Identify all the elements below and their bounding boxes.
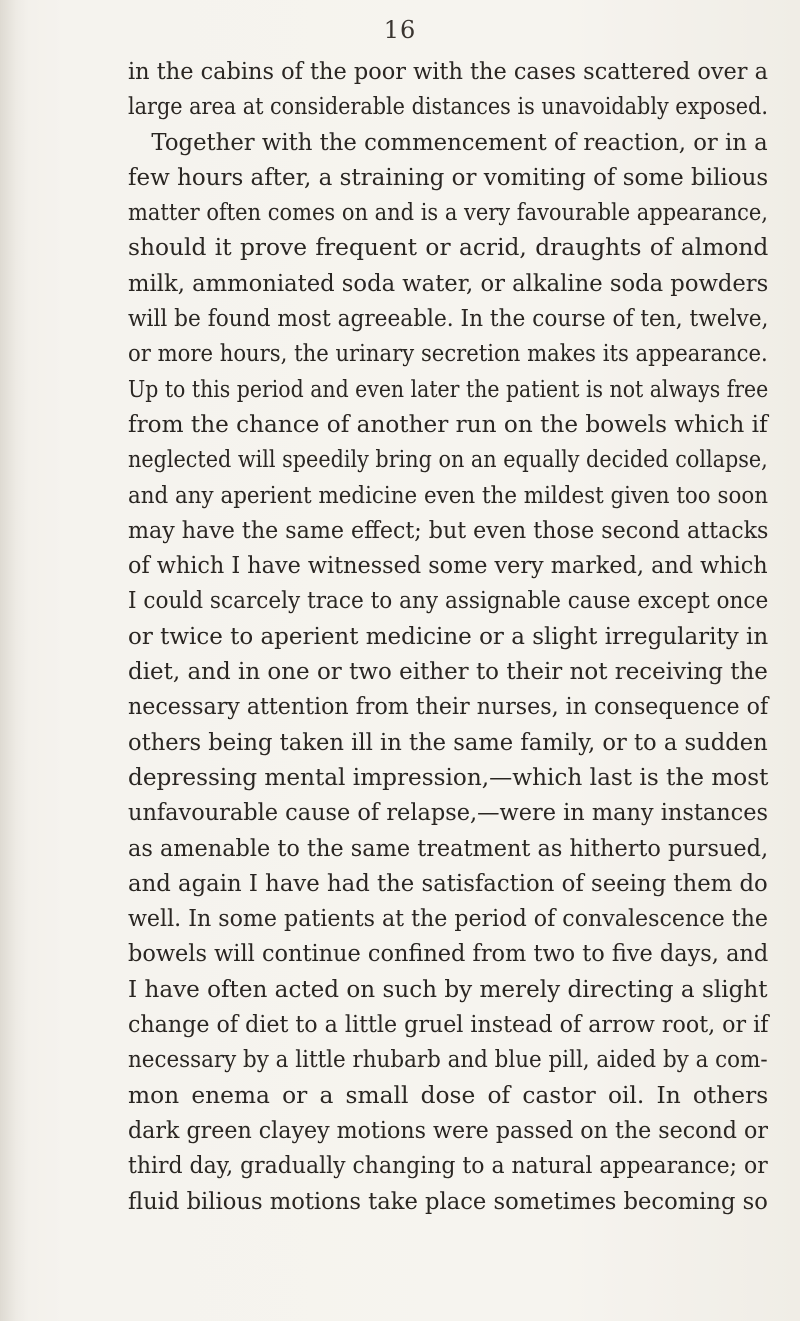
text-line: diet, and in one or two either to their not receiving the bbox=[128, 658, 768, 686]
text-line: I could scarcely trace to any assignable cause except once bbox=[128, 587, 769, 615]
text-line: of which I have witnessed some very marked, and which bbox=[128, 552, 768, 580]
text-line: should it prove frequent or acrid, draughts of almond bbox=[128, 234, 769, 262]
text-line: fluid bilious motions take place sometimes becoming so bbox=[128, 1187, 768, 1215]
text-line: from the chance of another run on the bowels which if bbox=[128, 410, 768, 438]
text-line: milk, ammoniated soda water, or alkaline soda powders bbox=[128, 269, 769, 297]
text-line: depressing mental impression,—which last is the most bbox=[128, 763, 769, 791]
text-line: neglected will speedily bring on an equally decided collapse, bbox=[128, 446, 768, 474]
text-line: as amenable to the same treatment as hitherto pursued, bbox=[128, 834, 769, 862]
text-line: matter often comes on and is a very favourable appearance, bbox=[128, 199, 768, 227]
page-gutter-shadow bbox=[0, 0, 28, 1321]
body-text bbox=[128, 54, 768, 1219]
text-line: I have often acted on such by merely directing a slight bbox=[128, 975, 768, 1003]
text-line: or more hours, the urinary secretion makes its appearance. bbox=[128, 340, 768, 368]
text-line: bowels will continue confined from two to five days, and bbox=[128, 940, 769, 968]
text-line: well. In some patients at the period of convalescence the bbox=[128, 905, 768, 933]
text-line: necessary by a little rhubarb and blue pill, aided by a com- bbox=[128, 1046, 768, 1074]
text-line: dark green clayey motions were passed on the second or bbox=[128, 1116, 768, 1144]
text-line: and again I have had the satisfaction of seeing them do bbox=[128, 869, 768, 897]
page-number: 16 bbox=[383, 16, 417, 44]
text-line: large area at considerable distances is unavoidably exposed. bbox=[128, 93, 768, 121]
text-line: third day, gradually changing to a natural appearance; or bbox=[128, 1152, 768, 1180]
text-line: will be found most agreeable. In the course of ten, twelve, bbox=[128, 305, 769, 333]
text-line: necessary attention from their nurses, in consequence of bbox=[128, 693, 769, 721]
text-line: may have the same effect; but even those second attacks bbox=[128, 516, 769, 544]
text-line: few hours after, a straining or vomiting of some bilious bbox=[128, 163, 769, 191]
text-line: unfavourable cause of relapse,—were in many instances bbox=[128, 799, 768, 827]
text-line: others being taken ill in the same family, or to a sudden bbox=[128, 728, 768, 756]
text-line: and any aperient medicine even the mildest given too soon bbox=[128, 481, 769, 509]
text-line: Together with the commencement of reaction, or in a bbox=[151, 128, 768, 156]
text-line: or twice to aperient medicine or a slight irregularity in bbox=[128, 622, 769, 650]
text-line: change of diet to a little gruel instead of arrow root, or if bbox=[128, 1011, 769, 1039]
text-line: mon enema or a small dose of castor oil. In others bbox=[128, 1081, 769, 1109]
text-line: in the cabins of the poor with the cases scattered over a bbox=[128, 58, 769, 85]
text-line: Up to this period and even later the patient is not always free bbox=[128, 375, 769, 403]
